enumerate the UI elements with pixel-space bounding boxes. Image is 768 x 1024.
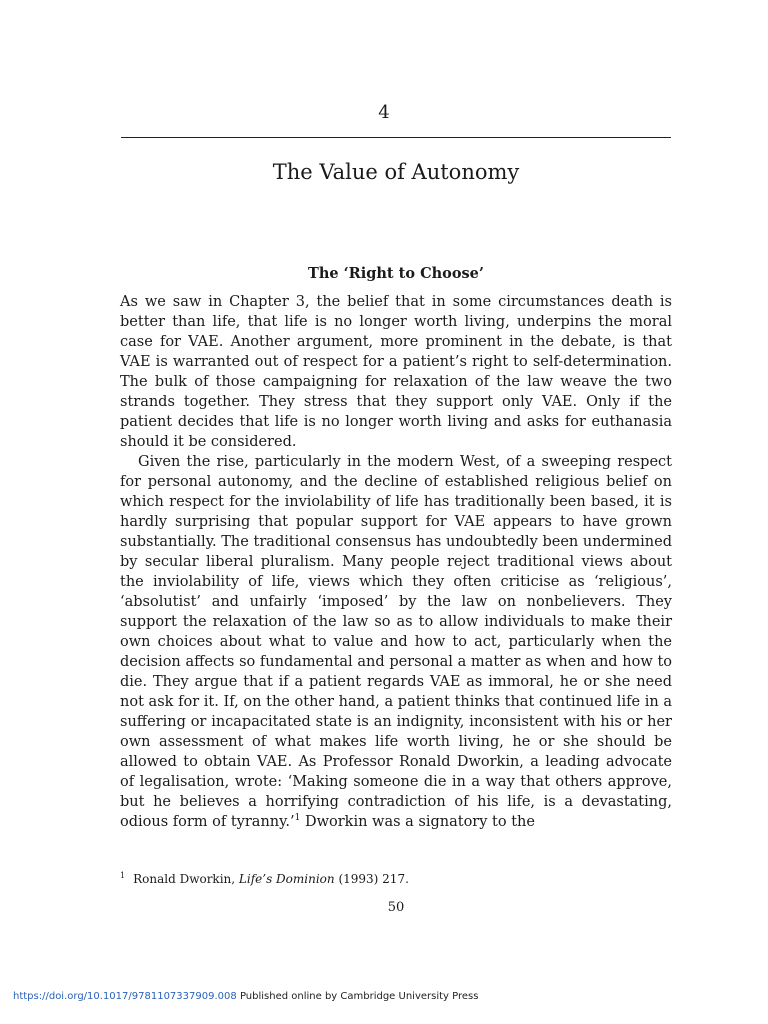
footnote-book-title: Life’s Dominion: [238, 872, 335, 886]
footnote: [120, 870, 672, 888]
footnote-details: (1993) 217.: [338, 872, 409, 886]
publisher-note: Published online by Cambridge University Press: [239, 991, 479, 1002]
chapter-number: 4: [378, 102, 390, 123]
paragraph-1: As we saw in Chapter 3, the belief that in some circumstances death is better than life, that life is no longer worth living, underpins the moral case for VAE. Another argument, more prominent in the debate, is that VAE is warranted out of respect for a patient’s right to self-determination. The bulk of those campaigning for relaxation of the law weave the two strands together. They stress that they support only VAE. Only if the patient decides that life is no longer worth living and asks for euthanasia should it be considered.: [120, 294, 672, 450]
footnote-reference[interactable]: 1: [294, 813, 301, 824]
footnote-author: Ronald Dworkin,: [133, 872, 236, 886]
paragraph-2-tail: Dworkin was a signatory to the: [300, 814, 535, 830]
paragraph-2: [120, 452, 672, 832]
footnote-number: 1: [120, 871, 126, 880]
page-number: 50: [387, 900, 405, 915]
section-heading: The ‘Right to Choose’: [308, 265, 484, 282]
body-text: [120, 292, 672, 832]
paragraph-2-text: Given the rise, particularly in the modern West, of a sweeping respect for personal autonomy, and the decline of established religious belief on which respect for the inviolability of life has traditionally been based, it is hardly surprising that popular support for VAE appears to have grown substantially. The traditional consensus has undoubtedly been undermined by secular liberal pluralism. Many people reject traditional views about the inviolability of life, views which they often criticise as ‘religious’, ‘absolutist’ and unfairly ‘imposed’ by the law on nonbelievers. They support the relaxation of the law so as to allow individuals to make their own choices about what to value and how to act, particularly when the decision affects so fundamental and personal a matter as when and how to die. They argue that if a patient regards VAE as immoral, he or she need not ask for it. If, on the other hand, a patient thinks that continued life in a suffering or incapacitated state is an indignity, inconsistent with his or her own assessment of what makes life worth living, he or she should be allowed to obtain VAE. As Professor Ronald Dworkin, a leading advocate of legalisation, wrote: ‘Making someone die in a way that others approve, but he believes a horrifying contradiction of his life, is a devastating, odious form of tyranny.’: [120, 454, 672, 830]
citation-footer: [13, 990, 478, 1004]
chapter-rule: [121, 137, 671, 138]
chapter-title: The Value of Autonomy: [272, 160, 520, 184]
doi-link[interactable]: https://doi.org/10.1017/9781107337909.008: [13, 991, 237, 1002]
